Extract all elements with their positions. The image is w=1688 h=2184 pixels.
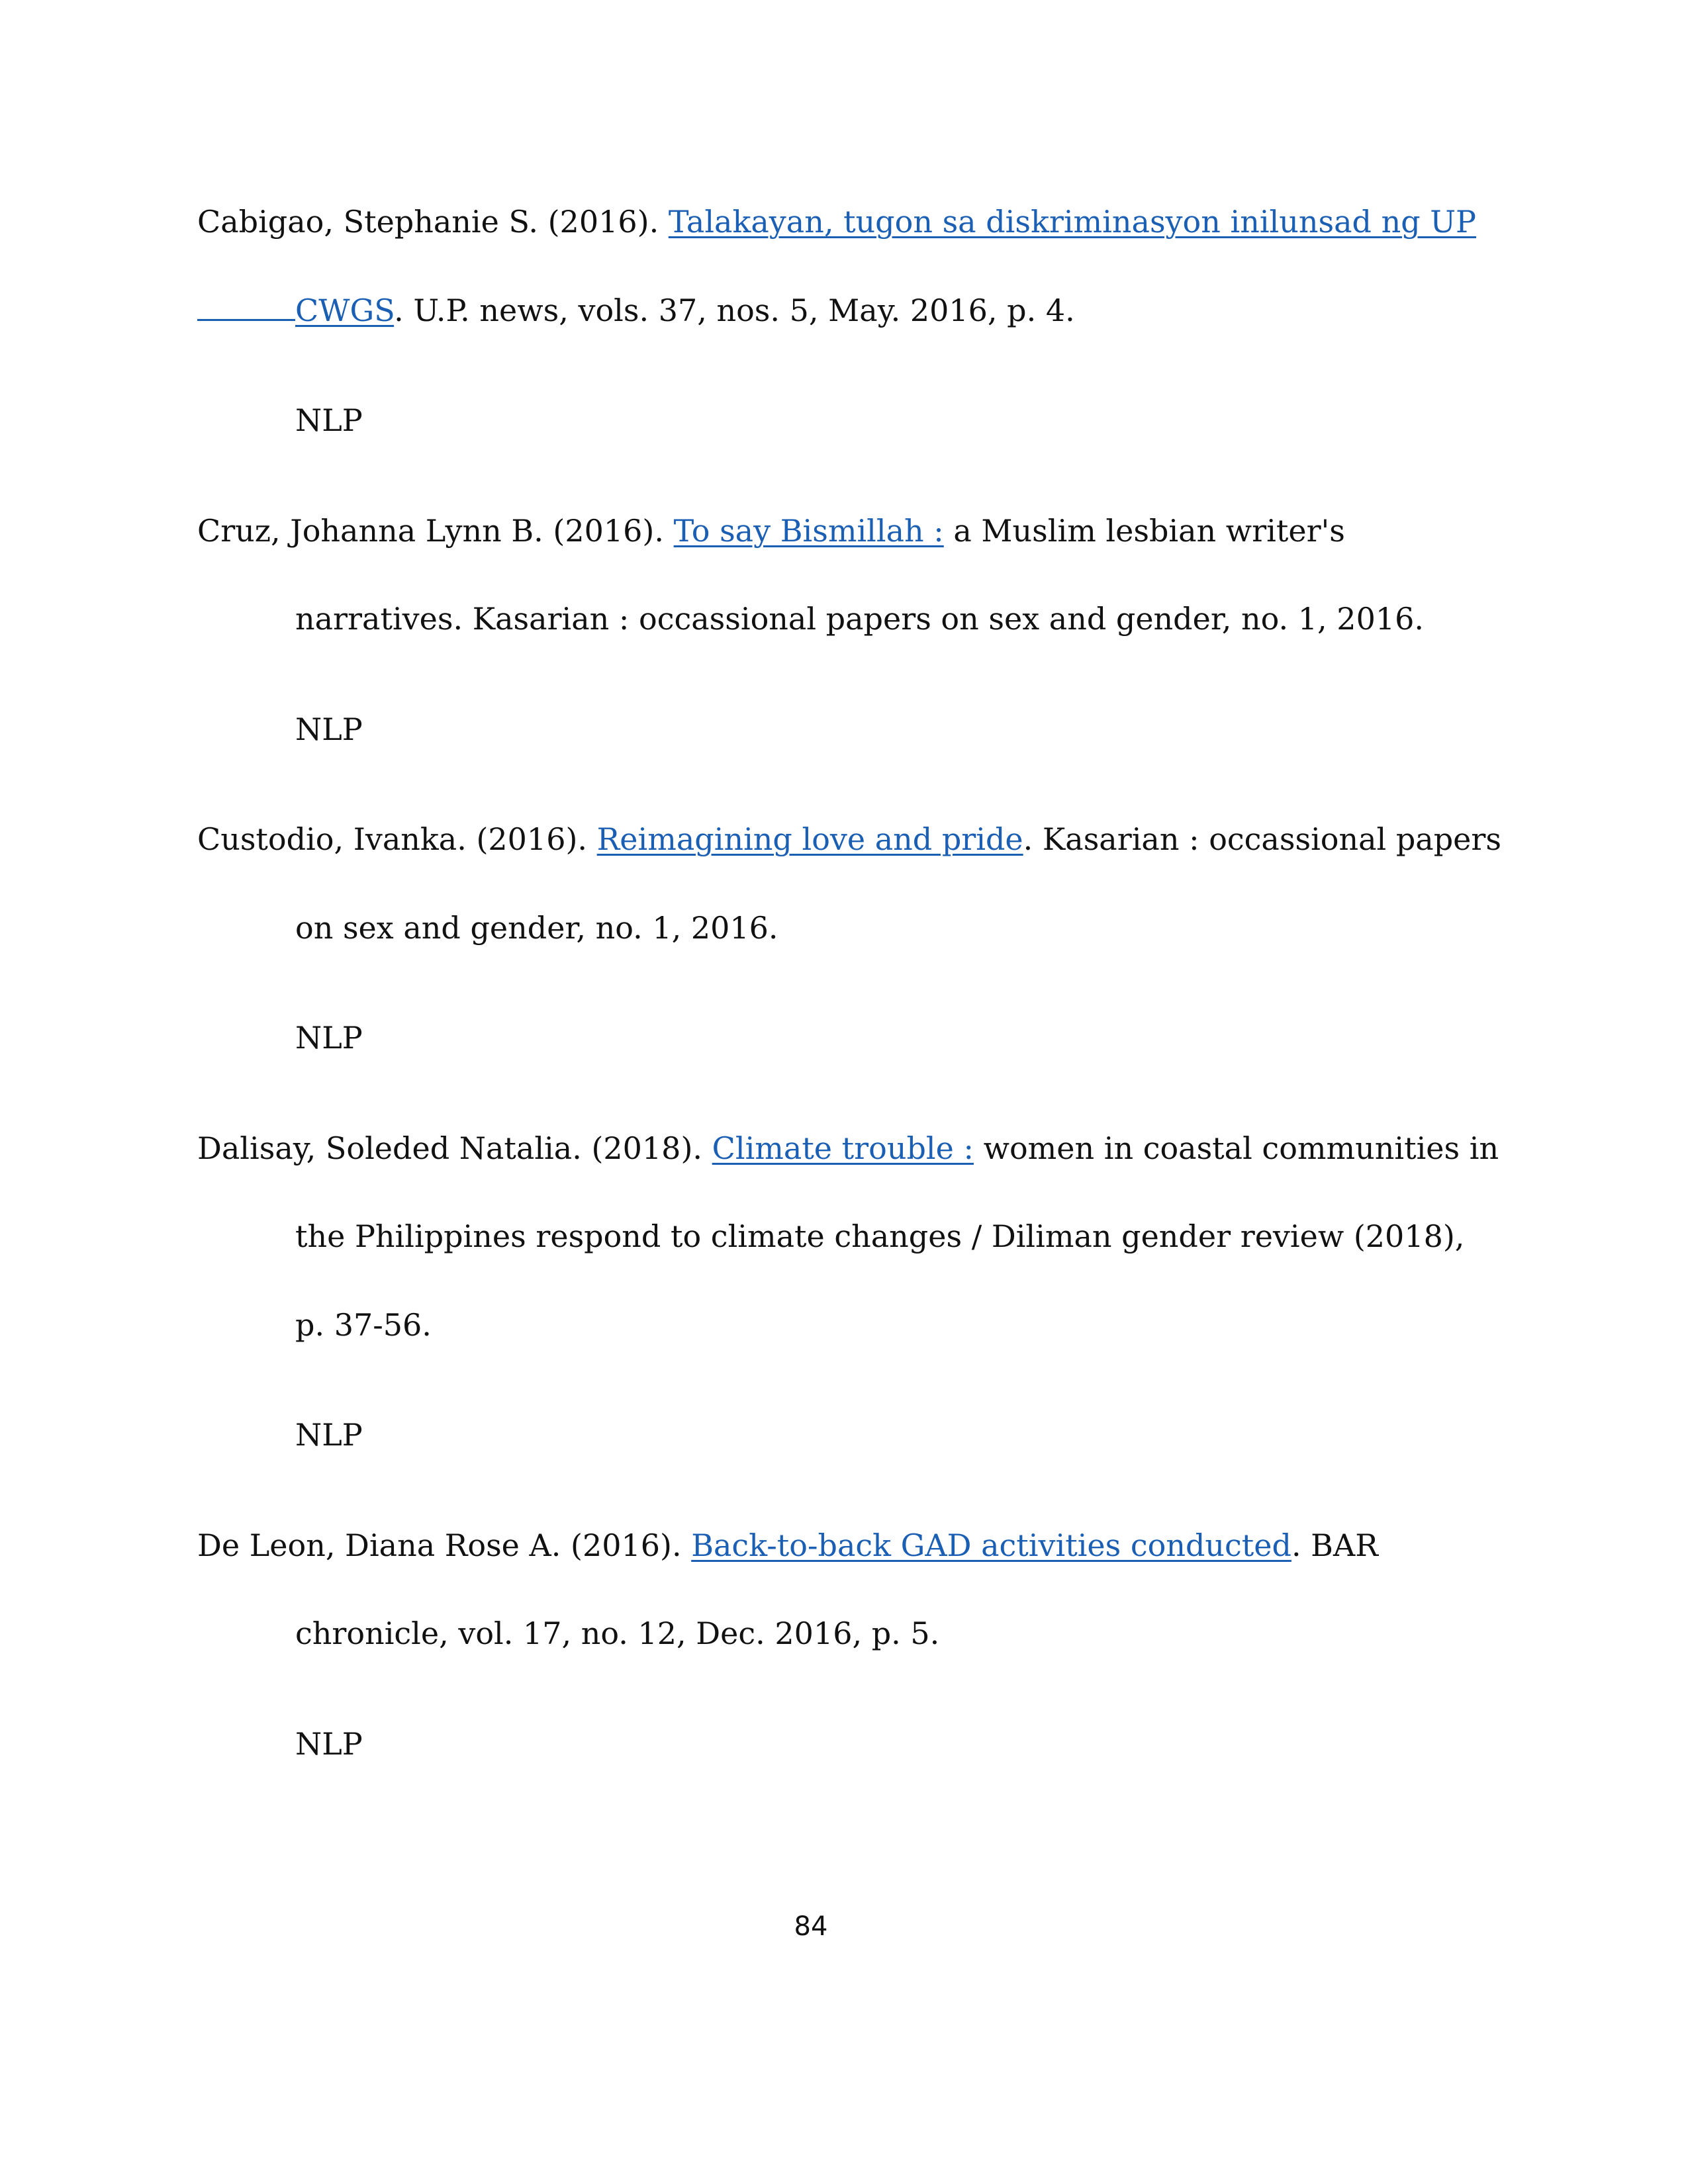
- entry-1-title-link[interactable]: Talakayan, tugon sa diskriminasyon inilunsad ng UP: [668, 204, 1477, 240]
- entry-2-line-2: narratives. Kasarian : occassional papers on sex and gender, no. 1, 2016.: [295, 601, 1424, 637]
- entry-4-location: NLP: [295, 1417, 363, 1453]
- entry-5-citation: . BAR: [1291, 1527, 1378, 1563]
- entry-1-line-1: [197, 202, 1476, 242]
- entry-4-line-1: [197, 1128, 1499, 1168]
- entry-5-location: NLP: [295, 1726, 363, 1762]
- entry-5-title-link[interactable]: Back-to-back GAD activities conducted: [691, 1527, 1291, 1563]
- entry-4-title-link[interactable]: Climate trouble :: [712, 1130, 974, 1166]
- entry-3-title-link[interactable]: Reimagining love and pride: [596, 821, 1023, 857]
- entry-3-line-1: [197, 819, 1501, 859]
- page-number: 84: [794, 1911, 828, 1942]
- entry-1-citation: . U.P. news, vols. 37, nos. 5, May. 2016, p. 4.: [394, 293, 1075, 328]
- entry-4-author: Dalisay, Soleded Natalia. (2018).: [197, 1130, 712, 1166]
- entry-1-author: Cabigao, Stephanie S. (2016).: [197, 204, 669, 240]
- entry-2-location: NLP: [295, 711, 363, 747]
- entry-3-location: NLP: [295, 1020, 363, 1056]
- entry-1-location: NLP: [295, 402, 363, 438]
- entry-5-line-2: chronicle, vol. 17, no. 12, Dec. 2016, p. 5.: [295, 1615, 940, 1651]
- entry-2-subtitle: a Muslim lesbian writer's: [943, 513, 1345, 549]
- entry-2-title-link[interactable]: To say Bismillah :: [673, 513, 944, 549]
- entry-1-line-2: [197, 290, 1075, 330]
- entry-3-citation: . Kasarian : occassional papers: [1023, 821, 1501, 857]
- entry-5-line-1: [197, 1525, 1378, 1565]
- entry-5-author: De Leon, Diana Rose A. (2016).: [197, 1527, 692, 1563]
- entry-3-line-2: on sex and gender, no. 1, 2016.: [295, 910, 778, 946]
- entry-4-line-2: the Philippines respond to climate changes / Diliman gender review (2018),: [295, 1218, 1465, 1254]
- entry-1-title-link-cont[interactable]: CWGS: [295, 293, 395, 328]
- entry-4-line-3: p. 37-56.: [295, 1307, 432, 1343]
- entry-4-subtitle: women in coastal communities in: [973, 1130, 1499, 1166]
- entry-2-author: Cruz, Johanna Lynn B. (2016).: [197, 513, 674, 549]
- entry-1-link-underline: [197, 290, 295, 321]
- entry-3-author: Custodio, Ivanka. (2016).: [197, 821, 597, 857]
- entry-2-line-1: [197, 511, 1345, 551]
